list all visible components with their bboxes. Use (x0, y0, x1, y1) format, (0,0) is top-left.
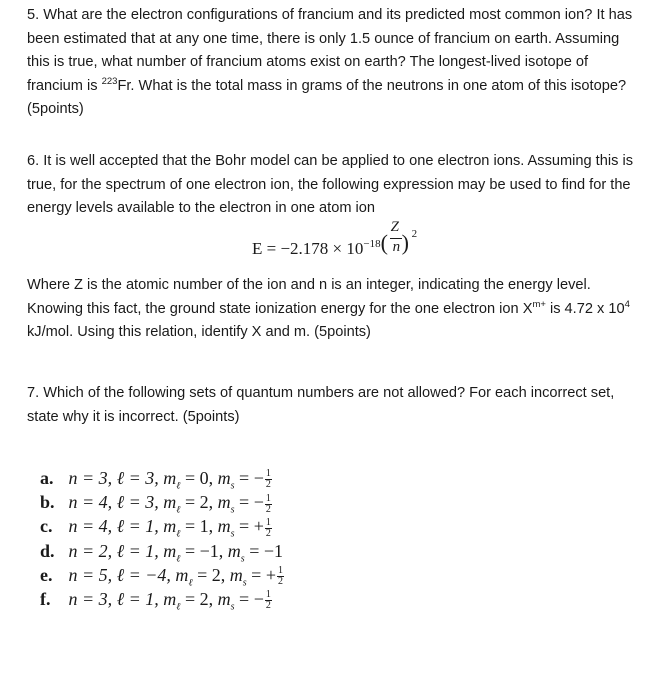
q7-line-2: state why it is incorrect. (5points) (27, 408, 240, 425)
question-5 (27, 4, 652, 122)
q5-line-1: 5. What are the electron configurations of francium and its predicted most common ion? It has (27, 7, 633, 23)
equation-fraction: ( Z n ) 2 (380, 219, 418, 255)
isotope-mass-number: 223 (101, 75, 118, 87)
q6-line-2: true, for the spectrum of one electron ion, the following expression may be used to find for the (27, 176, 631, 193)
equation-power: 2 (411, 228, 418, 240)
option-expression: n = 3, ℓ = 3, m (68, 468, 177, 488)
ms-fraction: $\frac{1}{2}$ (265, 492, 271, 515)
q6-line-5-mid: is 4.72 x 10 (545, 300, 625, 317)
q5-line-4-post: Fr. What is the total mass in grams of the neutrons in one atom of this isotope? (117, 77, 627, 94)
ms-sign: + (253, 516, 264, 537)
ms-fraction: $\frac{1}{2}$ (265, 468, 271, 491)
ms-sign: − (253, 468, 264, 488)
option-b: b. n = 4, ℓ = 3, $m_\ell = 2$, $m_s$ = − $\frac{1}{2}$ (40, 492, 271, 516)
option-expression: n = 2, ℓ = 1, m (68, 540, 177, 561)
ion-charge: m+ (532, 298, 546, 310)
ml-value: 2 (199, 588, 209, 609)
equation-exponent: −18 (363, 238, 381, 250)
equation-lhs: E = −2.178 × 10 (252, 239, 364, 258)
ms-fraction: $\frac{1}{2}$ (265, 589, 271, 612)
q5-line-2: been estimated that at any one time, there is only 1.5 ounce of francium on earth. Assuming (27, 30, 620, 47)
energy-exponent: 4 (624, 298, 630, 310)
q6-line-5-pre: Knowing this fact, the ground state ionization energy for the one electron ion X (27, 300, 533, 317)
option-e: e. n = 5, ℓ = −4, $m_\ell = 2$, $m_s$ = + $\frac{1}{2}$ (40, 564, 283, 589)
ms-sign: − (253, 588, 264, 609)
option-c: c. n = 4, ℓ = 1, $m_\ell = 1$, $m_s$ = + $\frac{1}{2}$ (40, 516, 271, 540)
ms-value: −1 (263, 540, 283, 561)
equation-numerator: Z (390, 219, 399, 235)
option-expression: n = 3, ℓ = 1, m (68, 588, 177, 609)
ms-sign: − (253, 492, 264, 513)
ml-value: −1 (199, 540, 219, 561)
ms-fraction: $\frac{1}{2}$ (265, 516, 271, 539)
option-label: b. (40, 492, 55, 513)
quantum-number-options (40, 466, 284, 611)
ml-value: 2 (199, 492, 209, 513)
bohr-energy-equation (252, 216, 472, 266)
question-6-continued (27, 274, 652, 345)
option-a: a. n = 3, ℓ = 3, $m_\ell = 0$, $m_s$ = − $\frac{1}{2}$ (40, 468, 271, 492)
ms-fraction: $\frac{1}{2}$ (277, 565, 283, 588)
option-label: c. (40, 516, 53, 537)
ms-sign: + (265, 564, 276, 585)
option-expression: n = 5, ℓ = −4, m (68, 564, 189, 585)
q7-line-1: 7. Which of the following sets of quantum numbers are not allowed? For each incorrect set, (27, 385, 615, 401)
option-expression: n = 4, ℓ = 3, m (68, 492, 177, 513)
q5-line-3: this is true, what number of francium atoms exist on earth? The longest-lived isotope of (27, 54, 589, 71)
q6-line-5 (27, 298, 652, 322)
equation-denominator: n (392, 239, 401, 255)
option-f: f. n = 3, ℓ = 1, $m_\ell = 2$, $m_s$ = − $\frac{1}{2}$ (40, 588, 271, 613)
ml-value: 1 (199, 516, 209, 537)
q6-line-6: kJ/mol. Using this relation, identify X and m. (5points) (27, 324, 371, 341)
option-expression: n = 4, ℓ = 1, m (68, 516, 177, 537)
q6-line-3: energy levels available to the electron in one atom ion (27, 200, 376, 217)
ml-value: 0 (199, 468, 209, 488)
option-label: f. (40, 588, 51, 609)
option-label: d. (40, 540, 55, 561)
question-6 (27, 150, 652, 221)
option-label: e. (40, 564, 53, 585)
option-label: a. (40, 468, 54, 488)
q5-line-4 (27, 75, 652, 99)
question-7 (27, 382, 652, 429)
ml-value: 2 (211, 564, 221, 585)
q6-line-1: 6. It is well accepted that the Bohr model can be applied to one electron ions. Assuming this is (27, 153, 633, 169)
q5-points: (5points) (27, 101, 84, 118)
option-d: d. n = 2, ℓ = 1, $m_\ell = -1$, $m_s = -1$ (40, 540, 283, 565)
q5-line-4-pre: francium is (27, 77, 102, 94)
q6-line-4: Where Z is the atomic number of the ion and n is an integer, indicating the energy level. (27, 277, 591, 293)
